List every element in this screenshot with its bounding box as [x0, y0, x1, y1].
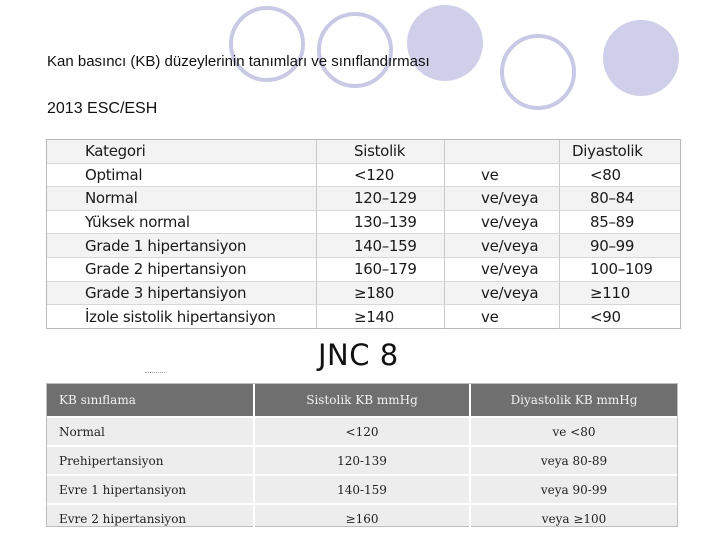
table-cell: ≥140 [317, 305, 445, 329]
table-cell: Grade 1 hipertansiyon [47, 234, 317, 257]
table-header-row [47, 140, 680, 164]
table-cell: ≥160 [255, 505, 471, 532]
table-cell: ≥110 [590, 283, 630, 302]
table-header-row [47, 384, 677, 418]
table-cell: 160–179 [317, 258, 445, 281]
table-cell: Normal [47, 418, 255, 445]
table-cell: <120 [317, 164, 445, 187]
table-row [47, 418, 677, 447]
decor-circle [229, 6, 305, 82]
table-cell: Prehipertansiyon [47, 447, 255, 474]
table-cell: Grade 2 hipertansiyon [47, 258, 317, 281]
header-cell: Sistolik [317, 140, 445, 163]
decor-circle [317, 12, 393, 88]
table-cell: Normal [47, 187, 317, 210]
table-cell: veya 90-99 [540, 482, 608, 497]
table-cell: 85–89 [590, 213, 635, 232]
table-cell: Evre 2 hipertansiyon [47, 505, 255, 532]
slide-title: Kan basıncı (KB) düzeylerinin tanımları ve sınıflandırması [47, 53, 430, 70]
table-cell: ve [445, 305, 560, 329]
table-cell: ve/veya [445, 211, 560, 234]
header-cell: Diyastolik [572, 142, 643, 161]
table-cell: ve/veya [445, 187, 560, 210]
table-cell: ve <80 [552, 424, 596, 439]
header-cell: Kategori [47, 140, 317, 163]
header-cell [445, 140, 560, 163]
table-cell: 130–139 [317, 211, 445, 234]
table-row [47, 211, 680, 235]
header-cell: Sistolik KB mmHg [255, 384, 471, 416]
table-row [47, 234, 680, 258]
table-cell: ve/veya [445, 234, 560, 257]
table-cell: <90 [590, 307, 621, 326]
table-cell: Optimal [47, 164, 317, 187]
table-cell: ve/veya [445, 282, 560, 305]
table-cell: ve/veya [445, 258, 560, 281]
jnc-heading: JNC 8 [318, 338, 399, 372]
header-cell: Diyastolik KB mmHg [510, 393, 638, 407]
table-cell: 80–84 [590, 189, 635, 208]
table-cell: <80 [590, 165, 621, 184]
table-cell: 90–99 [590, 236, 635, 255]
table-cell: Grade 3 hipertansiyon [47, 282, 317, 305]
decor-circle [500, 34, 576, 110]
decor-circle [603, 20, 679, 96]
slide-subtitle: 2013 ESC/ESH [47, 100, 158, 117]
table-cell: ≥180 [317, 282, 445, 305]
table-cell: 140-159 [255, 476, 471, 503]
table-cell: 140–159 [317, 234, 445, 257]
table-cell: ve [445, 164, 560, 187]
table-cell: 120-139 [255, 447, 471, 474]
divider [145, 372, 165, 379]
table-cell: veya ≥100 [541, 511, 607, 526]
table-cell: <120 [255, 418, 471, 445]
table-row [47, 505, 677, 532]
jnc8-table [46, 383, 678, 527]
table-row [47, 187, 680, 211]
table-row [47, 282, 680, 306]
table-cell: 120–129 [317, 187, 445, 210]
table-row [47, 258, 680, 282]
table-cell: İzole sistolik hipertansiyon [47, 305, 317, 329]
header-cell: KB sınıflama [47, 384, 255, 416]
table-cell: Evre 1 hipertansiyon [47, 476, 255, 503]
table-cell: Yüksek normal [47, 211, 317, 234]
table-row [47, 476, 677, 505]
table-cell: 100–109 [590, 260, 653, 279]
table-row [47, 447, 677, 476]
table-row [47, 164, 680, 188]
table-row [47, 305, 680, 329]
table-cell: veya 80-89 [540, 453, 608, 468]
esc-esh-table [46, 139, 681, 329]
